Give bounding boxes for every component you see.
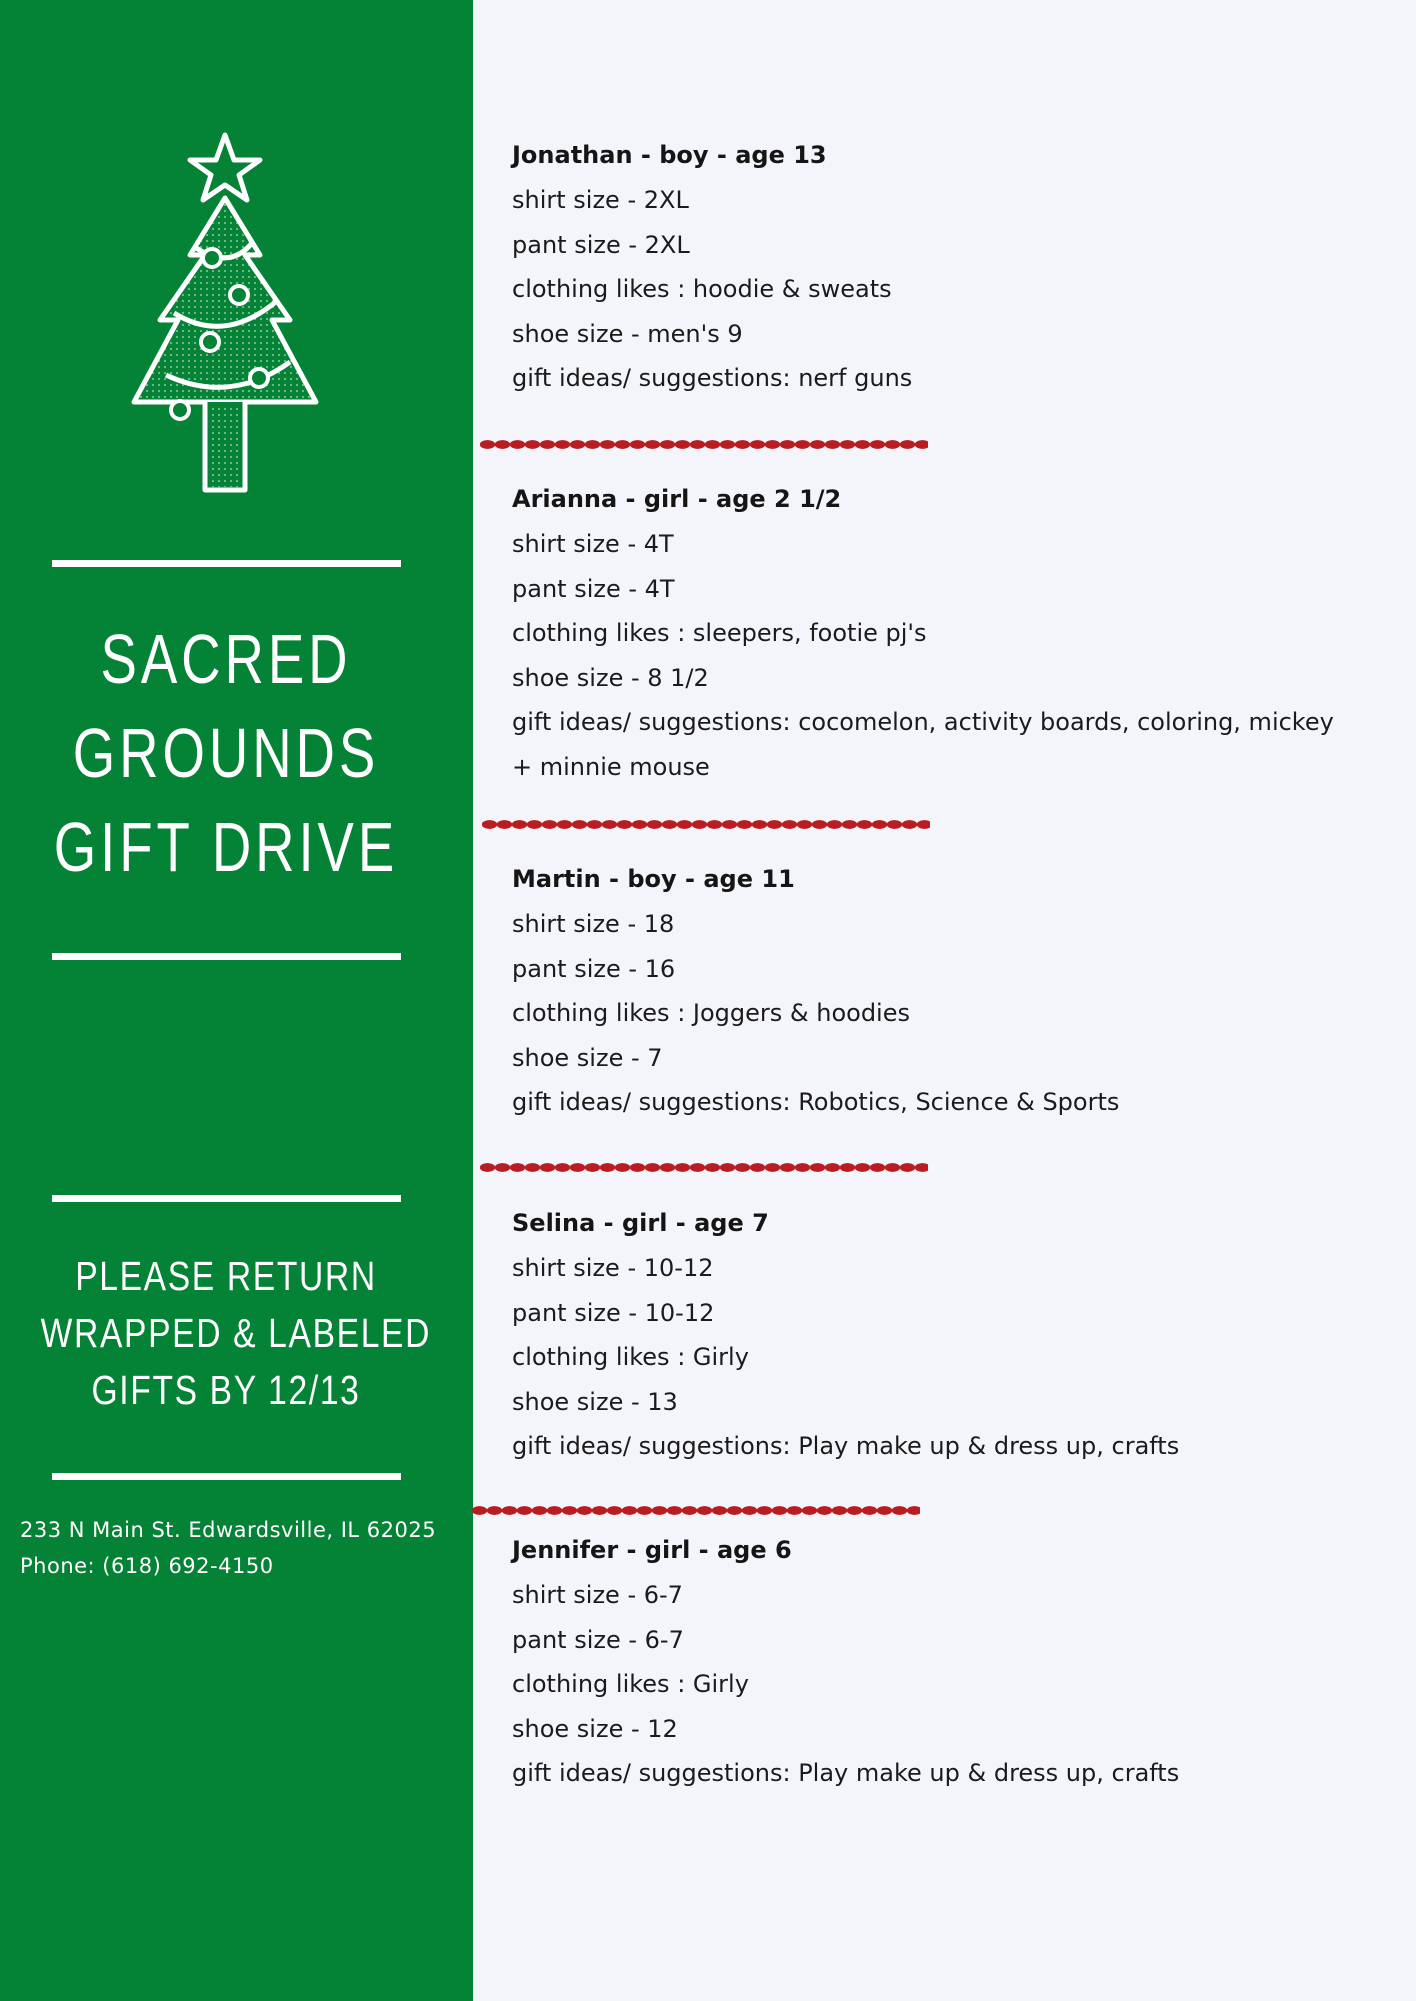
detail-line: shoe size - men's 9 [512, 319, 743, 348]
detail-line: gift ideas/ suggestions: cocomelon, activity boards, coloring, mickey [512, 708, 1334, 737]
detail-line: clothing likes : Joggers & hoodies [512, 999, 910, 1028]
red-dashed-divider [482, 820, 930, 829]
detail-line: clothing likes : Girly [512, 1343, 749, 1372]
detail-line: gift ideas/ suggestions: nerf guns [512, 364, 913, 393]
return-deadline-note [40, 1248, 432, 1419]
detail-line: shoe size - 8 1/2 [512, 663, 709, 692]
child-header: Jennifer - girl - age 6 [512, 1536, 792, 1564]
red-dashed-divider [480, 1163, 928, 1172]
detail-line: pant size - 2XL [512, 230, 690, 259]
detail-line: gift ideas/ suggestions: Robotics, Science & Sports [512, 1088, 1120, 1117]
detail-line: + minnie mouse [512, 752, 710, 781]
child-header: Jonathan - boy - age 13 [512, 141, 827, 169]
note-top-rule [52, 1195, 401, 1202]
child-header: Arianna - girl - age 2 1/2 [512, 485, 842, 513]
contact-info [20, 1512, 436, 1584]
child-entry [512, 133, 1392, 401]
detail-line: shirt size - 2XL [512, 186, 689, 214]
red-dashed-divider [472, 1506, 920, 1515]
child-entry [512, 1201, 1392, 1469]
sidebar [0, 0, 473, 2001]
detail-line: pant size - 10-12 [512, 1298, 715, 1327]
child-entry [512, 857, 1392, 1125]
title-line: GROUNDS [72, 714, 380, 792]
detail-line: shoe size - 7 [512, 1043, 663, 1072]
title-top-rule [52, 560, 401, 567]
child-header: Selina - girl - age 7 [512, 1209, 769, 1237]
detail-line: clothing likes : sleepers, footie pj's [512, 619, 927, 648]
christmas-tree-icon [120, 130, 330, 500]
detail-line: pant size - 4T [512, 574, 675, 603]
detail-line: gift ideas/ suggestions: Play make up & dress up, crafts [512, 1432, 1180, 1461]
note-line: WRAPPED & LABELED [40, 1310, 432, 1356]
phone-text: Phone: (618) 692-4150 [20, 1554, 274, 1578]
address-text: 233 N Main St. Edwardsville, IL 62025 [20, 1518, 437, 1542]
child-entry [512, 1528, 1392, 1796]
detail-line: pant size - 16 [512, 954, 676, 983]
title-line: GIFT DRIVE [53, 808, 399, 886]
detail-line: shirt size - 6-7 [512, 1581, 683, 1609]
detail-line: clothing likes : Girly [512, 1670, 749, 1699]
note-line: GIFTS BY 12/13 [91, 1367, 361, 1413]
detail-line: shoe size - 13 [512, 1387, 678, 1416]
note-bottom-rule [52, 1473, 401, 1480]
detail-line: shirt size - 18 [512, 910, 675, 938]
note-line: PLEASE RETURN [75, 1253, 377, 1299]
child-header: Martin - boy - age 11 [512, 865, 795, 893]
red-dashed-divider [480, 440, 928, 449]
title-line: SACRED [100, 620, 352, 698]
child-entry [512, 477, 1392, 790]
detail-line: shirt size - 10-12 [512, 1254, 714, 1282]
detail-line: gift ideas/ suggestions: Play make up & dress up, crafts [512, 1759, 1180, 1788]
detail-line: shoe size - 12 [512, 1714, 678, 1743]
detail-line: shirt size - 4T [512, 530, 674, 558]
drive-title [50, 612, 403, 894]
title-bottom-rule [52, 953, 401, 960]
detail-line: pant size - 6-7 [512, 1625, 684, 1654]
detail-line: clothing likes : hoodie & sweats [512, 275, 892, 304]
